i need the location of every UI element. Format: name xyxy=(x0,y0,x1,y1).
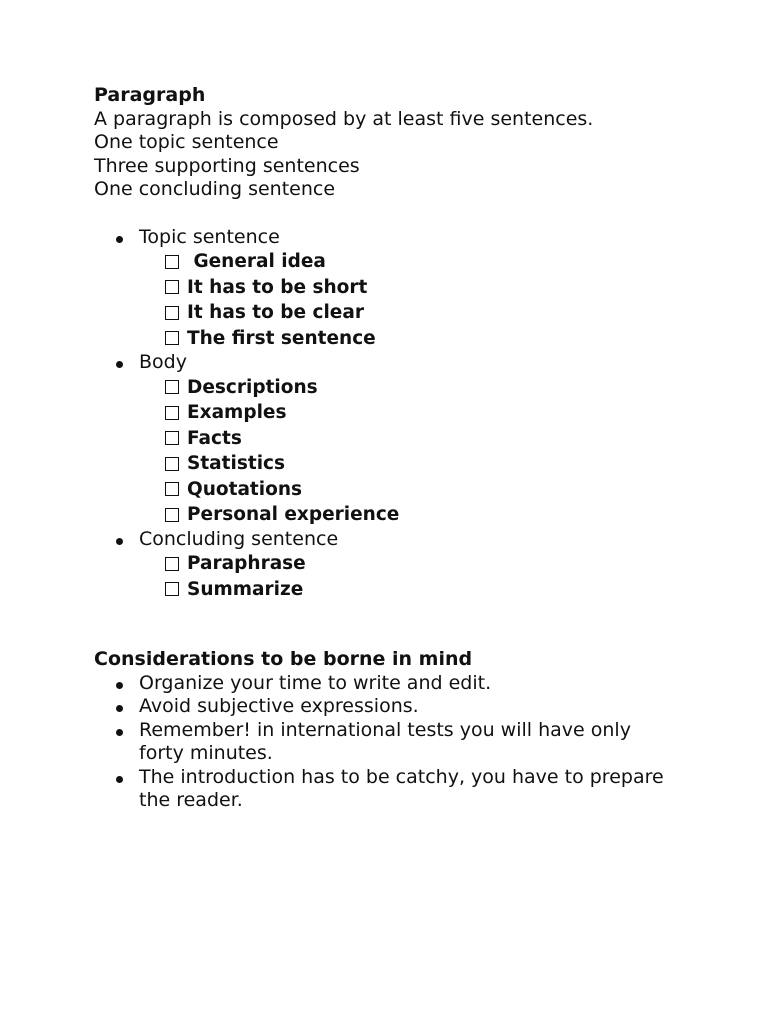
structure-item-topic-sentence xyxy=(94,226,734,352)
intro-line: A paragraph is composed by at least five sentences. xyxy=(94,107,594,130)
sub-item xyxy=(165,275,734,301)
consideration-item xyxy=(94,719,734,766)
consideration-text: Organize your time to write and edit. xyxy=(139,671,492,694)
sub-item xyxy=(165,426,734,452)
bullet-icon xyxy=(116,705,123,712)
checkbox-icon xyxy=(165,457,179,471)
checkbox-icon xyxy=(165,306,179,320)
sub-item xyxy=(165,400,734,426)
sub-item xyxy=(165,551,734,577)
paragraph-heading: Paragraph xyxy=(94,84,206,106)
body-subitems xyxy=(139,375,734,528)
sub-item xyxy=(165,249,734,275)
sub-item xyxy=(165,502,734,528)
structure-item-body xyxy=(94,351,734,528)
sub-item-label: The first sentence xyxy=(187,327,376,349)
sub-item xyxy=(165,451,734,477)
bullet-icon xyxy=(116,538,123,545)
bullet-icon xyxy=(116,729,123,736)
considerations-heading: Considerations to be borne in mind xyxy=(94,648,473,670)
sub-item xyxy=(165,300,734,326)
bullet-icon xyxy=(116,236,123,243)
sub-item-label: It has to be short xyxy=(187,276,368,298)
checkbox-icon xyxy=(165,557,179,571)
sub-item xyxy=(165,577,734,603)
sub-item-label: Statistics xyxy=(187,453,286,475)
spacer xyxy=(94,202,734,226)
sub-item-label: Paraphrase xyxy=(187,553,306,575)
consideration-item xyxy=(94,766,734,813)
intro-line: Three supporting sentences xyxy=(94,154,360,177)
intro-line: One topic sentence xyxy=(94,131,279,153)
sub-item-label: It has to be clear xyxy=(187,302,364,324)
sub-item-label: General idea xyxy=(187,251,326,273)
structure-label: Body xyxy=(139,351,187,373)
checkbox-icon xyxy=(165,380,179,394)
bullet-icon xyxy=(116,682,123,689)
checkbox-icon xyxy=(165,280,179,294)
bullet-icon xyxy=(116,361,123,368)
consideration-item xyxy=(94,695,734,719)
sub-item-label: Descriptions xyxy=(187,376,318,398)
structure-label: Concluding sentence xyxy=(139,527,339,550)
considerations-section xyxy=(94,648,734,813)
structure-item-concluding-sentence xyxy=(94,528,734,603)
concluding-sentence-subitems xyxy=(139,551,734,602)
spacer xyxy=(94,602,734,648)
checkbox-icon xyxy=(165,255,179,269)
consideration-text: The introduction has to be catchy, you have to prepare the reader. xyxy=(139,765,664,811)
checkbox-icon xyxy=(165,582,179,596)
checkbox-icon xyxy=(165,331,179,345)
sub-item-label: Quotations xyxy=(187,478,303,500)
bullet-icon xyxy=(116,776,123,783)
sub-item-label: Facts xyxy=(187,427,242,449)
consideration-text: Avoid subjective expressions. xyxy=(139,695,419,717)
sub-item xyxy=(165,477,734,503)
checkbox-icon xyxy=(165,482,179,496)
structure-label: Topic sentence xyxy=(139,225,280,248)
sub-item xyxy=(165,326,734,352)
considerations-list xyxy=(94,672,734,813)
intro-section xyxy=(94,84,734,202)
document-page xyxy=(94,84,734,813)
intro-line: One concluding sentence xyxy=(94,178,336,200)
sub-item-label: Examples xyxy=(187,402,287,424)
consideration-text: Remember! in international tests you will have only forty minutes. xyxy=(139,718,631,764)
sub-item-label: Personal experience xyxy=(187,504,400,526)
consideration-item xyxy=(94,672,734,696)
sub-item-label: Summarize xyxy=(187,578,304,600)
sub-item xyxy=(165,375,734,401)
topic-sentence-subitems xyxy=(139,249,734,351)
structure-list xyxy=(94,226,734,603)
checkbox-icon xyxy=(165,508,179,522)
checkbox-icon xyxy=(165,406,179,420)
checkbox-icon xyxy=(165,431,179,445)
